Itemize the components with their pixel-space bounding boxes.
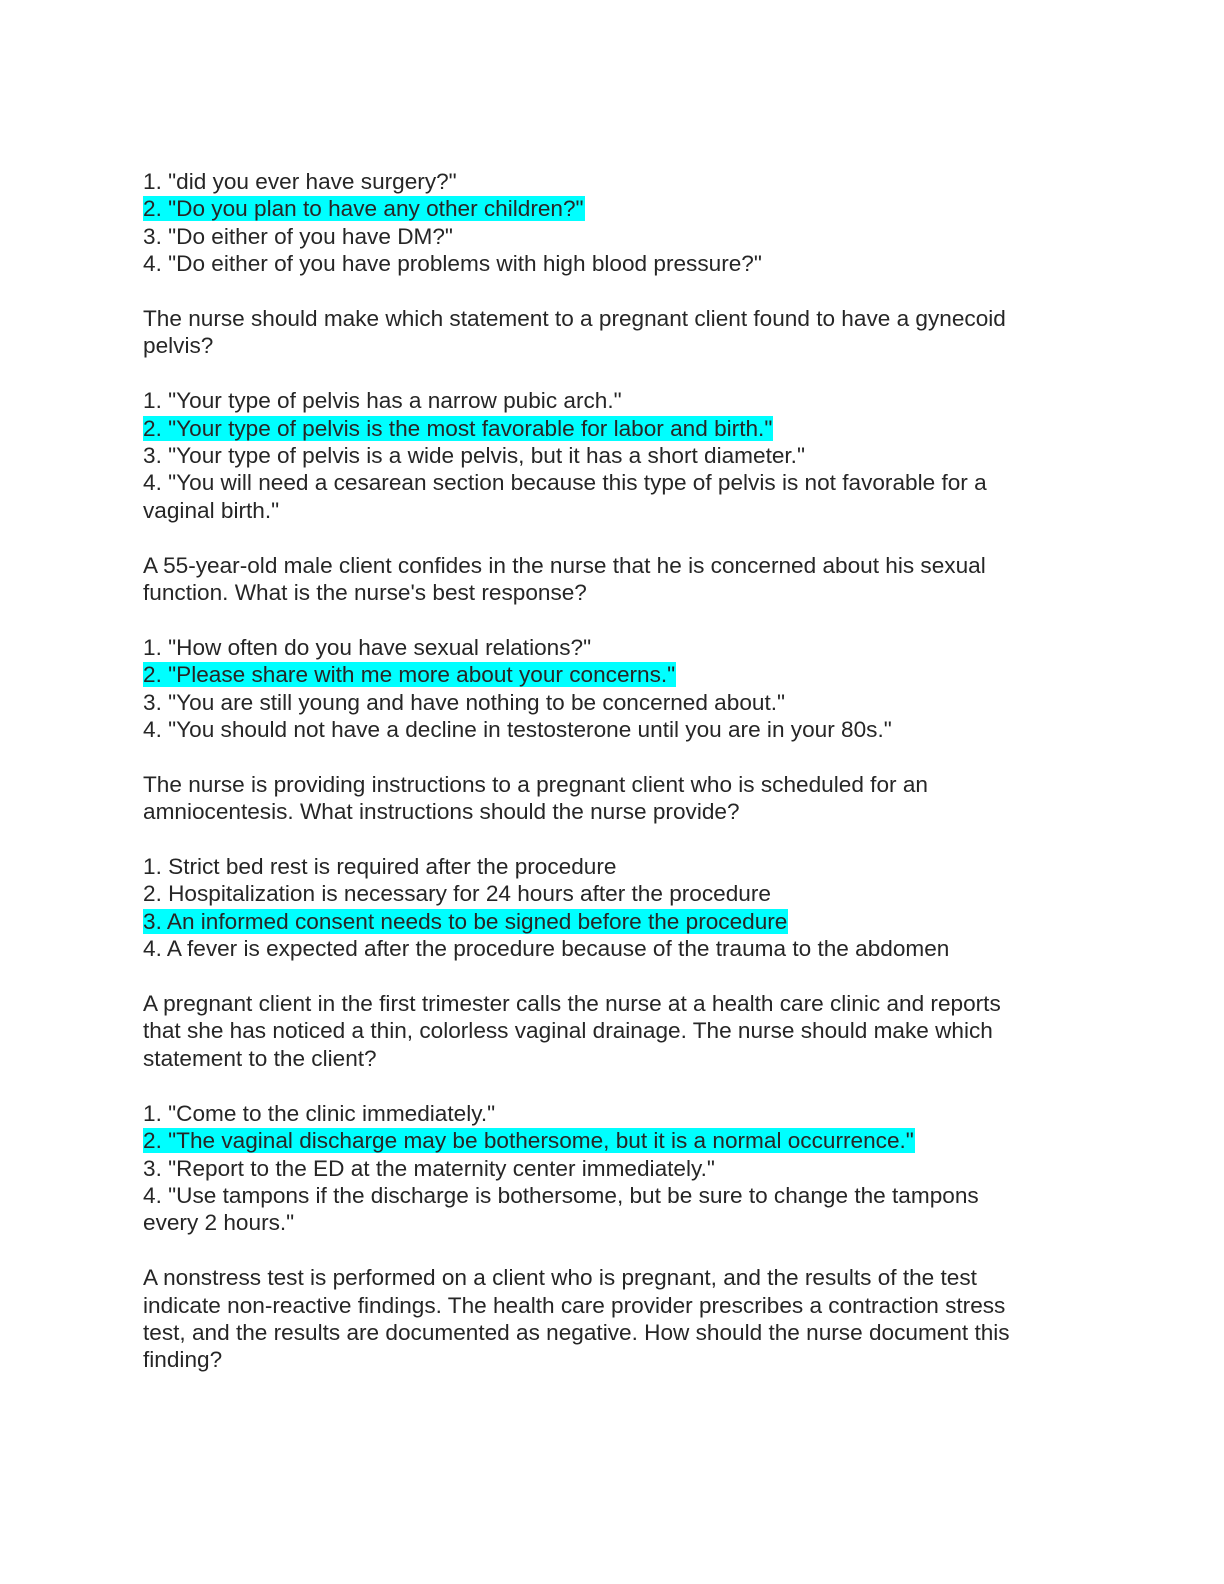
answer-text: 3. "You are still young and have nothing to be concerned about." — [143, 689, 786, 715]
answer-option-correct — [143, 661, 1083, 688]
answer-option — [143, 1155, 1083, 1182]
paragraph-gap — [143, 360, 1083, 387]
highlighted-answer-text: 2. "Please share with me more about your concerns." — [143, 662, 676, 688]
answer-option — [143, 689, 1083, 716]
answer-option-correct — [143, 908, 1083, 935]
answer-options — [143, 387, 1083, 524]
answer-line — [143, 880, 1083, 907]
question-line: The nurse is providing instructions to a pregnant client who is scheduled for an — [143, 771, 928, 797]
answer-text: 4. "Do either of you have problems with high blood pressure?" — [143, 251, 762, 277]
answer-option — [143, 387, 1083, 414]
question-line: test, and the results are documented as negative. How should the nurse document this — [143, 1319, 1010, 1345]
answer-line — [143, 1100, 1083, 1127]
question-line: The nurse should make which statement to a pregnant client found to have a gynecoid — [143, 306, 1006, 332]
question-line: amniocentesis. What instructions should the nurse provide? — [143, 799, 740, 825]
question-line: indicate non-reactive findings. The health care provider prescribes a contraction stress — [143, 1292, 1006, 1318]
highlighted-answer-text: 3. An informed consent needs to be signed before the procedure — [143, 908, 788, 934]
question-block — [143, 771, 1083, 990]
answer-line — [143, 1182, 1083, 1209]
highlighted-answer-text: 2. "Do you plan to have any other children?" — [143, 196, 584, 222]
answer-options — [143, 853, 1083, 963]
answer-line — [143, 195, 1083, 222]
question-block — [143, 1264, 1083, 1401]
answer-option — [143, 442, 1083, 469]
question-text — [143, 990, 1083, 1072]
answer-line — [143, 168, 1083, 195]
paragraph-gap — [143, 963, 1083, 990]
answer-options — [143, 168, 1083, 278]
answer-line — [143, 223, 1083, 250]
question-line: statement to the client? — [143, 1045, 377, 1071]
answer-text: 4. "You should not have a decline in testosterone until you are in your 80s." — [143, 717, 892, 743]
answer-text: 1. "Come to the clinic immediately." — [143, 1100, 496, 1126]
answer-text: 3. "Do either of you have DM?" — [143, 223, 453, 249]
answer-line — [143, 497, 1083, 524]
answer-options — [143, 1100, 1083, 1237]
answer-line — [143, 1127, 1083, 1154]
answer-line — [143, 1155, 1083, 1182]
answer-line — [143, 853, 1083, 880]
answer-option — [143, 935, 1083, 962]
question-line: A pregnant client in the first trimester calls the nurse at a health care clinic and reports — [143, 991, 1001, 1017]
answer-text: 1. Strict bed rest is required after the procedure — [143, 854, 617, 880]
question-block — [143, 552, 1083, 771]
question-block — [143, 168, 1083, 305]
question-text — [143, 771, 1083, 826]
paragraph-gap — [143, 743, 1083, 770]
answer-text: vaginal birth." — [143, 497, 280, 523]
answer-option — [143, 1182, 1083, 1237]
answer-option-correct — [143, 195, 1083, 222]
highlighted-answer-text: 2. "The vaginal discharge may be bothersome, but it is a normal occurrence." — [143, 1128, 914, 1154]
question-text — [143, 552, 1083, 607]
answer-text: every 2 hours." — [143, 1210, 295, 1236]
answer-option — [143, 634, 1083, 661]
answer-line — [143, 908, 1083, 935]
answer-text: 1. "Your type of pelvis has a narrow pubic arch." — [143, 388, 622, 414]
paragraph-gap — [143, 278, 1083, 305]
paragraph-gap — [143, 606, 1083, 633]
question-text — [143, 1264, 1083, 1374]
answer-text: 2. Hospitalization is necessary for 24 hours after the procedure — [143, 881, 771, 907]
answer-line — [143, 689, 1083, 716]
answer-text: 1. "How often do you have sexual relations?" — [143, 634, 592, 660]
answer-option — [143, 880, 1083, 907]
answer-line — [143, 634, 1083, 661]
answer-text: 4. "You will need a cesarean section because this type of pelvis is not favorable for a — [143, 470, 987, 496]
answer-option — [143, 853, 1083, 880]
question-line: function. What is the nurse's best response? — [143, 580, 587, 606]
answer-line — [143, 935, 1083, 962]
paragraph-gap — [143, 826, 1083, 853]
answer-text: 3. "Your type of pelvis is a wide pelvis, but it has a short diameter." — [143, 443, 805, 469]
question-line: A 55-year-old male client confides in the nurse that he is concerned about his sexual — [143, 552, 986, 578]
paragraph-gap — [143, 1072, 1083, 1099]
answer-line — [143, 442, 1083, 469]
answer-option-correct — [143, 1127, 1083, 1154]
answer-line — [143, 250, 1083, 277]
answer-text: 3. "Report to the ED at the maternity center immediately." — [143, 1155, 715, 1181]
answer-option — [143, 1100, 1083, 1127]
answer-option — [143, 223, 1083, 250]
answer-text: 1. "did you ever have surgery?" — [143, 169, 457, 194]
question-line: finding? — [143, 1347, 223, 1373]
answer-options — [143, 634, 1083, 744]
question-block — [143, 990, 1083, 1264]
answer-line — [143, 716, 1083, 743]
answer-line — [143, 415, 1083, 442]
answer-option — [143, 168, 1083, 195]
answer-option — [143, 469, 1083, 524]
answer-line — [143, 387, 1083, 414]
answer-option — [143, 716, 1083, 743]
highlighted-answer-text: 2. "Your type of pelvis is the most favorable for labor and birth." — [143, 415, 773, 441]
answer-text: 4. A fever is expected after the procedure because of the trauma to the abdomen — [143, 936, 950, 962]
document-page — [143, 168, 1083, 1401]
answer-text: 4. "Use tampons if the discharge is bothersome, but be sure to change the tampons — [143, 1182, 979, 1208]
answer-option-correct — [143, 415, 1083, 442]
question-line: A nonstress test is performed on a client who is pregnant, and the results of the test — [143, 1265, 977, 1291]
paragraph-gap — [143, 1374, 1083, 1401]
paragraph-gap — [143, 1237, 1083, 1264]
question-line: pelvis? — [143, 333, 214, 359]
answer-option — [143, 250, 1083, 277]
answer-line — [143, 469, 1083, 496]
question-block — [143, 305, 1083, 552]
question-text — [143, 305, 1083, 360]
paragraph-gap — [143, 524, 1083, 551]
answer-line — [143, 661, 1083, 688]
answer-line — [143, 1209, 1083, 1236]
question-line: that she has noticed a thin, colorless vaginal drainage. The nurse should make which — [143, 1018, 993, 1044]
